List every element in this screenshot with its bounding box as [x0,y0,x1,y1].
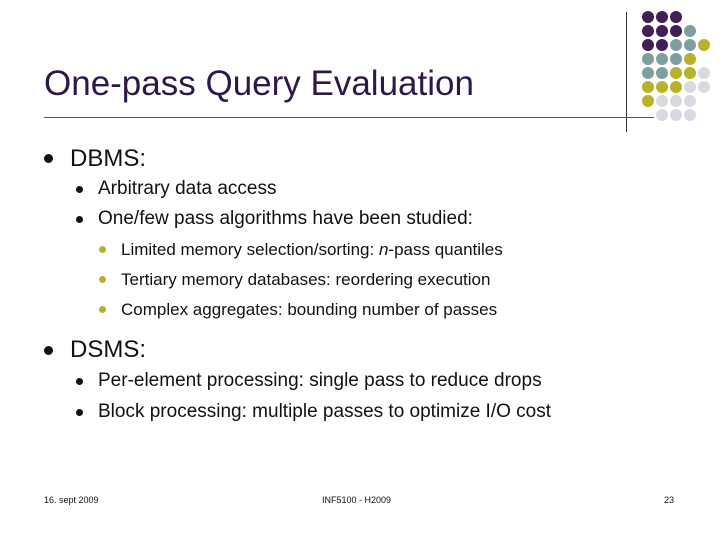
dot [684,81,696,93]
bullet-dbms: DBMS: [70,145,147,172]
dot [656,39,668,51]
dot [670,11,682,23]
dot [684,67,696,79]
dot [698,81,710,93]
dot [656,81,668,93]
dot [684,25,696,37]
dot [642,39,654,51]
dot [684,95,696,107]
dot [670,67,682,79]
bullet-block-processing: Block processing: multiple passes to optimize I/O cost [98,401,552,422]
bullet-dot [76,186,83,193]
dot [698,67,710,79]
dot [670,109,682,121]
limited-memory-text: Limited memory selection/sorting: [121,240,379,259]
bullet-dot [99,306,106,313]
dot [656,67,668,79]
dot [642,95,654,107]
dot [656,11,668,23]
dot [656,53,668,65]
title-vertical-rule [626,12,627,132]
bullet-dot [76,378,83,385]
bullet-dot [44,346,53,355]
bullet-dot [76,216,83,223]
dot [642,81,654,93]
footer-page-number: 23 [664,495,675,505]
limited-memory-suffix: -pass quantiles [388,240,503,259]
dot [670,25,682,37]
dot [656,95,668,107]
dot [642,53,654,65]
dot [670,81,682,93]
title-underline [44,117,654,118]
bullet-complex-aggregates: Complex aggregates: bounding number of passes [121,300,498,319]
limited-memory-n: n [378,240,389,259]
bullet-dot [44,154,53,163]
dot [656,109,668,121]
bullet-per-element: Per-element processing: single pass to reduce drops [98,370,542,391]
bullet-dot [76,409,83,416]
bullet-arbitrary-access: Arbitrary data access [98,178,277,199]
dot [670,39,682,51]
dot [642,25,654,37]
dot [670,53,682,65]
bullet-tertiary-memory: Tertiary memory databases: reordering execution [121,270,491,289]
dot [656,25,668,37]
dot [684,39,696,51]
bullet-algorithms: One/few pass algorithms have been studied: [98,208,473,229]
dot [642,67,654,79]
footer-date: 16. sept 2009 [44,495,99,505]
dot [684,109,696,121]
slide-title: One-pass Query Evaluation [44,64,474,103]
dot [684,53,696,65]
bullet-dsms: DSMS: [70,336,147,363]
dot [670,95,682,107]
bullet-dot [99,276,106,283]
bullet-limited-memory [121,240,503,260]
dot [642,11,654,23]
dot [698,39,710,51]
footer-course: INF5100 - H2009 [322,495,392,505]
bullet-dot [99,246,106,253]
